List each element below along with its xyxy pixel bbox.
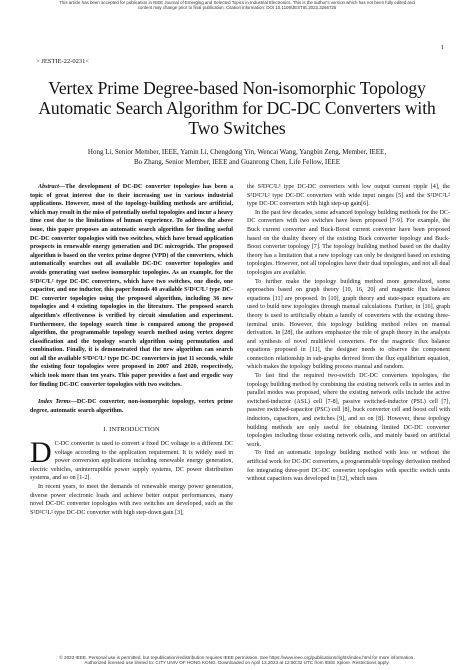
- publication-notice: [0, 0, 474, 11]
- intro-paragraph: In recent years, to meet the demands of renewable energy power generation, diverse power electronic loads and achieve better output performances, many novel DC-DC converter topologies with two switches are developed, such as the S²D²C²L² type DC-DC converter with high step-down gain [3],: [30, 484, 233, 516]
- footer-line: Authorized licensed use limited to: CITY UNIV OF HONG KONG. Downloaded on April 13,2023 at 12:50:32 UTC from IEEE Xplore. Restrictions apply.: [84, 660, 390, 666]
- abstract: [30, 183, 233, 389]
- copyright-footer: [0, 655, 474, 666]
- body-paragraph: To further make the topology building method more generalized, some approaches based on graph theory [10, 16, 20] and magnetic flux balance equations [11] are proposed. In [10], graph theory and state-space equations are used to build new topologies through manual calculations. Further, in [16], graph theory is used to artificially obtain a family of converters with the existing three-terminal units. However, this topology building method relies on manual derivation. In [28], the authors emphasize the role of graph theory in the analysis and synthesis of novel multilevel converters. For the magnetic flux balance equations proposed in [11], the designer needs to observe the component connection relationship in sub-graphs derived from the flux equilibrium equation, which makes the topology building process manual and random.: [247, 278, 450, 371]
- drop-cap: D: [30, 436, 52, 470]
- intro-paragraph: [30, 436, 233, 483]
- publication-notice-line: This article has been accepted for publication in IEEE Journal of Emerging and Selected Topics in Industrial Electronics. This is the author's version which has not been fully edited and: [59, 0, 415, 5]
- intro-paragraph-text: C-DC converter is used to convert a fixed DC voltage to a different DC voltage according to the application requirement. It is widely used in power conversion applications including renewable energy generation, electric vehicles, uninterruptible power supply systems, DC power distribution systems, and so on [1-2].: [30, 441, 233, 482]
- footer-line: © 2023 IEEE. Personal use is permitted, but republication/redistribution requires IEEE permission. See https://www.ieee.org/publications/rights/index.html for more information.: [59, 654, 415, 660]
- author-line: Bo Zhang, Senior Member, IEEE and Guanrong Chen, Life Fellow, IEEE: [133, 157, 341, 166]
- index-terms: [30, 398, 233, 415]
- body-paragraph: To find an automatic topology building method with less or without the artificial work for DC-DC converters, a programmable topology derivation method for integrating three-port DC-DC converter topologies with specific switch units without capacitors was developed in [12], which uses: [247, 450, 450, 483]
- body-paragraph: In the past few decades, some advanced topology building methods for the DC-DC converters with two switches have been proposed [7-9]. For example, the Buck current converter and Buck-Boost current converter have been proposed based on the duality theory of the existing Buck converter topology and Buck-Boost converter topology [7]. The topology building method based on the duality theory has a limitation that a new topology can only be designed based on existing topologies. However, not all topologies have their dual topologies, and not all dual topologies are available.: [247, 209, 450, 276]
- abstract-label: Abstract: [38, 184, 59, 190]
- index-terms-text: —DC-DC converter, non-isomorphic topology, vertex prime degree, automatic search algorithm.: [30, 399, 233, 414]
- body-paragraph: To fast find the required two-switch DC-DC converters topologies, the topology building method by combining the existing network cells in series and in parallel modes was proposed, where the existing network cells include the active switched-inductor (ASL) cell [7-8], passive switched-inductor (PSL) cell [7], passive switched-capacitor (PSC) cell [8], buck converter cell and boost cell with inductors, capacitors, and switches [9], and so on [8]. However, these topology building methods are only useful for obtaining limited DC-DC converter topologies including those existing network cells, and mainly based on artificial work.: [247, 373, 450, 448]
- abstract-text: —The development of DC-DC converter topologies has been a topic of great interest due to their increasing use in various industrial applications. However, most of the topology-building methods are artificial, which may result in the miss of potentially useful topologies and incur a heavy time cost due to the limitations of human experience. To address the above issue, this paper proposes an automatic search algorithm for finding useful DC-DC converter topologies with two switches, which have broad application prospects in renewable energy generation and DC microgrids. The proposed algorithm is based on the vertex prime degree (VPD) of the converters, which automatically searches out all available DC-DC converter topologies and avoids generating vast useless isomorphic topologies. As an example, for the S²D²C²L² type DC-DC converters, which have two switches, one diode, one capacitor, and one inductor, this paper founds 40 available S²D²C²L² type DC-DC converter topologies using the proposed algorithm, including 36 new topologies and 4 existing topologies in the literature. The proposed search algorithm's effectiveness is verified by circuit simulation and experiment. Furthermore, the topology search time is compared among the proposed algorithm, the programmable topology search method using vertex degree classification and the topology search algorithm using permutation and combination. Finally, it is demonstrated that the new algorithm can search out all the available S²D²C²L² type DC-DC converters in just 11 seconds, while the existing four topologies were proposed in 2007 and 2020, respectively, which took more than ten years. This paper provides a fast and ergodic way for finding DC-DC converter topologies with two switches.: [30, 184, 233, 388]
- manuscript-id: > JESTIE-22-0231<: [36, 58, 90, 65]
- body-paragraph: the S²D²C²L³ type DC-DC converters with low output current ripple [4], the S²D²C³L² type DC-DC converters with wide input ranges [5] and the S²D¹C²L² type DC-DC converters with high step-up gain[6].: [247, 184, 450, 208]
- publication-notice-line: content may change prior to final publication. Citation information: DOI 10.1109/JESTIE.2023.3266725: [137, 5, 337, 11]
- page-number: 1: [440, 44, 444, 51]
- index-terms-label: Index Terms: [38, 399, 71, 406]
- author-line: Hong Li, Senior Member, IEEE, Yamin Li, Chengdong Yin, Wencai Wang, Yangbin Zeng, Member, IEEE,: [87, 148, 387, 156]
- author-list: [40, 148, 434, 167]
- right-column: [247, 183, 450, 484]
- paper-title: Vertex Prime Degree-based Non-isomorphic Topology Automatic Search Algorithm for DC-DC Converters with Two Switches: [38, 78, 436, 138]
- section-heading: I. INTRODUCTION: [103, 426, 160, 434]
- left-column: [30, 183, 233, 517]
